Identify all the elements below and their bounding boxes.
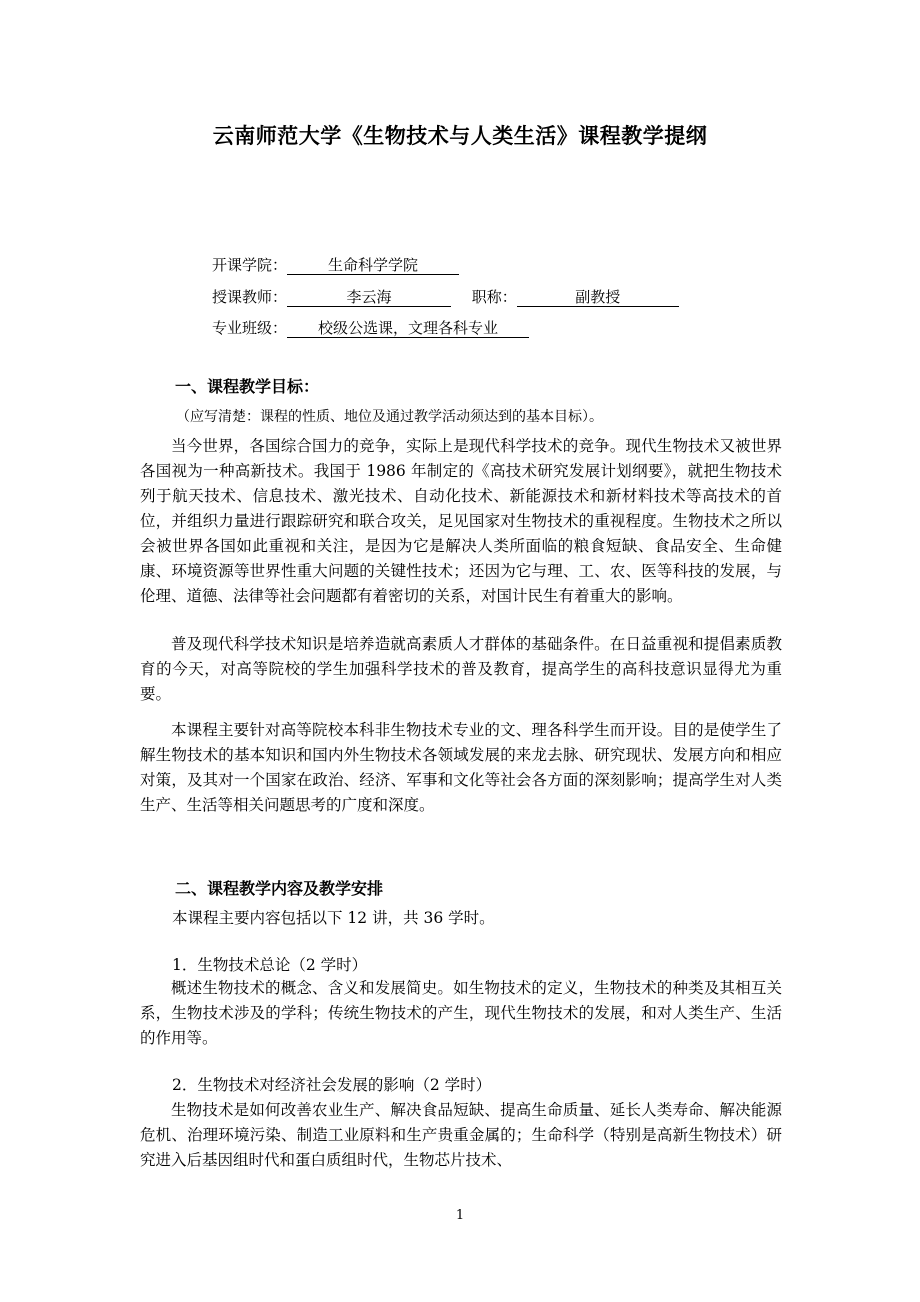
section1-paragraph-1: 当今世界，各国综合国力的竞争，实际上是现代科学技术的竞争。现代生物技术又被世界各国视为一种高新技术。我国于 1986 年制定的《高技术研究发展计划纲要》，就把生物技术列于航天技术、信息技术、激光技术、自动化技术、新能源技术和新材料技术等高技术的首位，并组织力量进行跟踪研究和联合攻关，足见国家对生物技术的重视程度。生物技术之所以会被世界各国如此重视和关注，是因为它是解决人类所面临的粮食短缺、食品安全、生命健康、环境资源等世界性重大问题的关键性技术；还因为它与理、工、农、医等科技的发展，与伦理、道德、法律等社会问题都有着密切的关系，对国计民生有着重大的影响。 [140, 437, 782, 605]
teacher-row [212, 287, 679, 307]
document-title: 云南师范大学《生物技术与人类生活》课程教学提纲 [212, 124, 708, 148]
teacher-label: 授课教师： [212, 288, 288, 306]
section1-heading: 一、课程教学目标： [175, 377, 320, 396]
college-label: 开课学院： [212, 256, 288, 274]
class-value: 校级公选课，文理各科专业 [287, 319, 529, 338]
section1-paragraph-3: 本课程主要针对高等院校本科非生物技术专业的文、理各科学生而开设。目的是使学生了解生物技术的基本知识和国内外生物技术各领域发展的来龙去脉、研究现状、发展方向和相应对策，及其对一个国家在政治、经济、军事和文化等社会各方面的深刻影响；提高学生对人类生产、生活等相关问题思考的广度和深度。 [140, 721, 782, 814]
lecture1-text: 概述生物技术的概念、含义和发展简史。如生物技术的定义，生物技术的种类及其相互关系，生物技术涉及的学科；传统生物技术的产生，现代生物技术的发展，和对人类生产、生活的作用等。 [140, 979, 782, 1047]
teacher-value: 李云海 [287, 288, 451, 307]
class-row [212, 318, 529, 338]
section1-paragraph-2: 普及现代科学技术知识是培养造就高素质人才群体的基础条件。在日益重视和提倡素质教育的今天，对高等院校的学生加强科学技术的普及教育，提高学生的高科技意识显得尤为重要。 [140, 635, 782, 703]
class-label: 专业班级： [212, 319, 288, 337]
lecture1-title: 1．生物技术总论（2 学时） [172, 956, 368, 974]
section2-heading: 二、课程教学内容及教学安排 [175, 879, 384, 898]
rank-label: 职称： [471, 288, 517, 306]
college-value: 生命科学学院 [287, 256, 459, 275]
lecture2-title: 2．生物技术对经济社会发展的影响（2 学时） [172, 1076, 492, 1094]
lecture2-text: 生物技术是如何改善农业生产、解决食品短缺、提高生命质量、延长人类寿命、解决能源危机、治理环境污染、制造工业原料和生产贵重金属的；生命科学（特别是高新生物技术）研究进入后基因组时代和蛋白质组时代，生物芯片技术、 [140, 1101, 782, 1169]
college-row [212, 255, 459, 275]
section2-intro: 本课程主要内容包括以下 12 讲，共 36 学时。 [172, 909, 495, 927]
rank-value: 副教授 [517, 288, 679, 307]
section1-note: （应写清楚：课程的性质、地位及通过教学活动须达到的基本目标）。 [176, 409, 603, 425]
page-number: 1 [455, 1208, 465, 1223]
